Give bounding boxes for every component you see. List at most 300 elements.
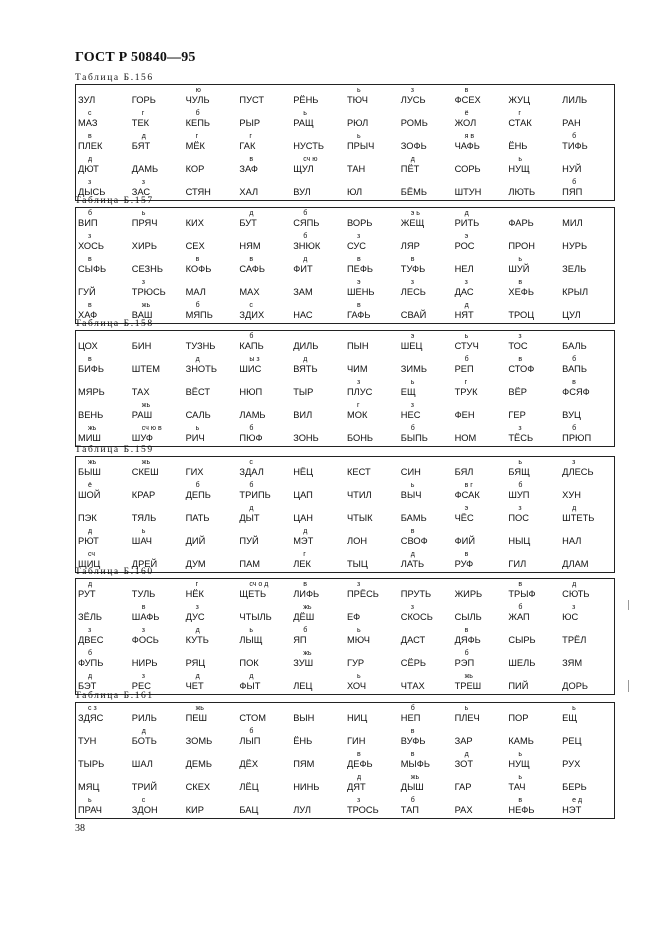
phonetic-mark: д xyxy=(195,673,200,680)
phonetic-mark: д xyxy=(464,302,469,309)
word-cell xyxy=(399,797,453,818)
word-text: ПРАЧ xyxy=(78,805,102,815)
word-cell xyxy=(76,797,130,818)
phonetic-mark: з xyxy=(141,179,146,186)
word-text: ВЕНЬ xyxy=(78,410,104,420)
phonetic-mark: ь xyxy=(518,256,523,263)
word-text: ПРЁСЬ xyxy=(346,589,379,599)
phonetic-mark: д xyxy=(249,210,254,217)
word-cell xyxy=(291,650,345,671)
table-row xyxy=(76,208,614,231)
word-cell xyxy=(399,482,453,503)
word-cell xyxy=(506,410,560,423)
word-text: ТЫРЬ xyxy=(78,759,105,769)
word-text: ЗДЯС xyxy=(78,713,104,723)
word-text: ХАФ xyxy=(78,310,98,320)
word-text: БЫПЬ xyxy=(400,433,428,443)
phonetic-mark: б xyxy=(464,356,469,363)
word-text: ТИФЬ xyxy=(562,141,588,151)
word-text: ЛУСЬ xyxy=(400,95,426,105)
word-text: ГОРЬ xyxy=(131,95,156,105)
word-text: НАС xyxy=(293,310,313,320)
word-cell xyxy=(453,233,507,254)
word-text: ШУЙ xyxy=(508,264,530,274)
table-row xyxy=(76,726,614,749)
word-cell xyxy=(130,627,184,648)
word-text: РЭП xyxy=(454,658,475,668)
word-text: ШУП xyxy=(508,490,530,500)
word-text: ЛИЛЬ xyxy=(562,95,588,105)
word-text: ВАПЬ xyxy=(562,364,587,374)
word-table xyxy=(75,330,615,447)
word-cell xyxy=(506,713,560,726)
word-cell xyxy=(345,87,399,108)
word-text: ДИЙ xyxy=(185,536,206,546)
word-text: ЗИМЬ xyxy=(400,364,427,374)
phonetic-mark: д xyxy=(356,774,362,781)
word-text: ТРЕШ xyxy=(454,681,482,691)
word-cell xyxy=(399,87,453,108)
word-text: ПОК xyxy=(239,658,259,668)
word-cell xyxy=(399,364,453,377)
word-text: ЗОТ xyxy=(454,759,473,769)
phonetic-mark: ь xyxy=(410,379,415,386)
phonetic-mark: з xyxy=(410,87,414,94)
word-cell xyxy=(560,581,614,602)
phonetic-mark: д xyxy=(141,133,146,140)
phonetic-mark: жь xyxy=(195,705,204,712)
word-cell xyxy=(560,164,614,177)
word-cell xyxy=(237,782,291,795)
word-cell xyxy=(76,705,130,726)
word-cell xyxy=(184,133,238,154)
word-cell xyxy=(291,356,345,377)
phonetic-mark: в xyxy=(464,87,469,94)
word-cell xyxy=(453,87,507,108)
word-text: РОС xyxy=(454,241,475,251)
word-cell xyxy=(345,797,399,818)
phonetic-mark: в xyxy=(410,256,415,263)
word-cell xyxy=(291,387,345,400)
word-text: ЛЮТЬ xyxy=(508,187,536,197)
word-cell xyxy=(453,589,507,602)
word-text: НУЙ xyxy=(562,164,582,174)
word-text: НЭТ xyxy=(562,805,582,815)
phonetic-mark: ь xyxy=(572,705,576,712)
word-text: ГУР xyxy=(346,658,365,668)
word-cell xyxy=(453,279,507,300)
word-text: РЁНЬ xyxy=(293,95,319,105)
word-text: ФИЙ xyxy=(454,536,476,546)
word-cell xyxy=(76,133,130,154)
word-text: ЖУЦ xyxy=(508,95,530,105)
phonetic-mark: д xyxy=(410,551,415,558)
word-cell xyxy=(453,505,507,526)
word-cell xyxy=(399,658,453,671)
phonetic-mark: жь xyxy=(464,673,473,680)
word-cell xyxy=(237,627,291,648)
word-cell xyxy=(399,156,453,177)
word-text: СТУЧ xyxy=(454,341,479,351)
word-cell xyxy=(76,387,130,400)
word-text: КАМЬ xyxy=(508,736,534,746)
phonetic-mark: з xyxy=(88,179,92,186)
word-text: СИН xyxy=(400,467,421,477)
word-cell xyxy=(76,650,130,671)
word-text: СОРЬ xyxy=(454,164,481,174)
word-text: КУТЬ xyxy=(185,635,209,645)
table-row xyxy=(76,749,614,772)
phonetic-mark: д xyxy=(249,505,254,512)
word-cell xyxy=(506,736,560,749)
phonetic-mark: ь xyxy=(518,774,523,781)
word-cell xyxy=(399,402,453,423)
word-text: ЗОФЬ xyxy=(400,141,427,151)
word-cell xyxy=(76,110,130,131)
word-text: ПРУТЬ xyxy=(400,589,432,599)
phonetic-mark: в xyxy=(195,256,200,263)
word-cell xyxy=(130,341,184,354)
word-text: МЫФЬ xyxy=(400,759,430,769)
phonetic-mark: д xyxy=(572,581,577,588)
word-text: САЛЬ xyxy=(185,410,211,420)
word-cell xyxy=(291,156,345,177)
phonetic-mark: с xyxy=(249,302,253,309)
word-cell xyxy=(130,279,184,300)
word-cell xyxy=(237,95,291,108)
word-text: ВИП xyxy=(78,218,98,228)
table-row xyxy=(76,354,614,377)
word-cell xyxy=(560,604,614,625)
phonetic-mark: в xyxy=(518,356,523,363)
word-text: ЗЁЛЬ xyxy=(78,612,103,622)
word-text: СТОМ xyxy=(239,713,267,723)
word-text: ШИС xyxy=(239,364,262,374)
phonetic-mark: ь xyxy=(356,87,361,94)
word-text: ШТЕМ xyxy=(131,364,160,374)
phonetic-mark: б xyxy=(195,482,200,489)
word-text: МАЗ xyxy=(78,118,98,128)
phonetic-mark: д xyxy=(195,356,200,363)
word-cell xyxy=(399,141,453,154)
word-text: ЛАТЬ xyxy=(400,559,425,569)
phonetic-mark: жь xyxy=(410,774,420,781)
phonetic-mark: д xyxy=(88,673,93,680)
word-table xyxy=(75,702,615,819)
word-text: СЫРЬ xyxy=(508,635,536,645)
word-text: ЦУЛ xyxy=(562,310,581,320)
phonetic-mark: г xyxy=(356,402,360,409)
word-text: ГИЛ xyxy=(508,559,527,569)
word-cell xyxy=(76,528,130,549)
word-cell xyxy=(184,759,238,772)
word-cell xyxy=(291,528,345,549)
word-cell xyxy=(184,287,238,300)
phonetic-mark: б xyxy=(195,110,200,117)
word-cell xyxy=(184,356,238,377)
word-text: ТРЮСЬ xyxy=(131,287,166,297)
word-text: ЛЕСЬ xyxy=(400,287,426,297)
word-text: ШАЛ xyxy=(131,759,153,769)
word-text: ЛЕЦ xyxy=(293,681,313,691)
word-text: ЗАМ xyxy=(293,287,313,297)
word-text: ЛЁЦ xyxy=(239,782,259,792)
word-text: ЛИФЬ xyxy=(293,589,320,599)
word-cell xyxy=(130,133,184,154)
word-text: БЭТ xyxy=(78,681,97,691)
word-cell xyxy=(76,612,130,625)
table-row xyxy=(76,377,614,400)
word-text: БОТЬ xyxy=(131,736,157,746)
word-cell xyxy=(76,233,130,254)
word-cell xyxy=(560,218,614,231)
word-text: ЩИЦ xyxy=(78,559,101,569)
word-text: МАХ xyxy=(239,287,260,297)
word-text: ПЁТ xyxy=(400,164,420,174)
word-text: РАШ xyxy=(131,410,153,420)
phonetic-mark: ь xyxy=(303,110,307,117)
word-text: МИЛ xyxy=(562,218,583,228)
phonetic-mark: б xyxy=(410,797,415,804)
phonetic-mark: б xyxy=(303,210,308,217)
word-text: ШТЕТЬ xyxy=(562,513,595,523)
word-text: ДЕПЬ xyxy=(185,490,211,500)
phonetic-mark: в xyxy=(410,728,415,735)
word-cell xyxy=(506,141,560,154)
word-text: ФАРЬ xyxy=(508,218,534,228)
word-cell xyxy=(506,279,560,300)
word-cell xyxy=(291,782,345,795)
word-text: МИШ xyxy=(78,433,101,443)
phonetic-mark: з xyxy=(410,279,414,286)
word-text: ПЛЕЧ xyxy=(454,713,480,723)
word-text: НЯТ xyxy=(454,310,474,320)
table-row xyxy=(76,154,614,177)
phonetic-mark: ь xyxy=(195,425,200,432)
word-text: ДРЕЙ xyxy=(131,559,158,569)
word-text: КРАР xyxy=(131,490,156,500)
phonetic-mark: ь xyxy=(141,210,146,217)
word-text: ГАФЬ xyxy=(346,310,371,320)
word-text: ЛАМЬ xyxy=(239,410,266,420)
word-text: СВАЙ xyxy=(400,310,427,320)
word-text: НУЩ xyxy=(508,164,530,174)
phonetic-mark: ь xyxy=(518,156,523,163)
word-text: ДЯФЬ xyxy=(454,635,481,645)
word-cell xyxy=(184,705,238,726)
word-cell xyxy=(76,210,130,231)
word-text: ВЁСТ xyxy=(185,387,211,397)
word-text: ПЛУС xyxy=(346,387,373,397)
word-cell xyxy=(237,210,291,231)
word-text: РИЧ xyxy=(185,433,205,443)
word-text: ДАС xyxy=(454,287,474,297)
word-text: БИН xyxy=(131,341,152,351)
word-table-section xyxy=(75,318,615,447)
word-text: ПЯМ xyxy=(293,759,315,769)
word-text: БЯЩ xyxy=(508,467,530,477)
word-cell xyxy=(506,387,560,400)
word-cell xyxy=(345,133,399,154)
phonetic-mark: ь xyxy=(356,133,361,140)
word-text: ЕФ xyxy=(346,612,361,622)
phonetic-mark: з xyxy=(356,581,361,588)
phonetic-mark: б xyxy=(195,302,200,309)
word-cell xyxy=(291,759,345,772)
word-cell xyxy=(345,627,399,648)
table-row xyxy=(76,625,614,648)
table-row xyxy=(76,772,614,795)
table-row xyxy=(76,526,614,549)
table-title: Таблица Б.158 xyxy=(75,319,154,329)
phonetic-mark: в xyxy=(356,302,361,309)
word-cell xyxy=(399,774,453,795)
word-text: СЮТЬ xyxy=(562,589,590,599)
word-text: ПЭК xyxy=(78,513,97,523)
word-text: ДЕФЬ xyxy=(346,759,373,769)
word-cell xyxy=(237,759,291,772)
word-table-section xyxy=(75,195,615,324)
word-text: ДЕМЬ xyxy=(185,759,212,769)
phonetic-mark: з xyxy=(572,604,576,611)
word-text: ЗУЛ xyxy=(78,95,96,105)
word-cell xyxy=(237,459,291,480)
phonetic-mark: в г xyxy=(464,482,473,489)
word-cell xyxy=(130,387,184,400)
word-text: ДЁШ xyxy=(293,612,315,622)
word-cell xyxy=(291,467,345,480)
word-cell xyxy=(506,333,560,354)
table-row xyxy=(76,400,614,423)
word-text: ФСЯФ xyxy=(562,387,590,397)
word-cell xyxy=(237,241,291,254)
word-text: НЕФЬ xyxy=(508,805,535,815)
word-text: СТЯН xyxy=(185,187,211,197)
phonetic-mark: д xyxy=(464,210,469,217)
word-text: ЛЕК xyxy=(293,559,311,569)
phonetic-mark: г xyxy=(464,379,468,386)
phonetic-mark: з xyxy=(410,402,414,409)
phonetic-mark: д xyxy=(303,356,308,363)
word-text: ЧУЛЬ xyxy=(185,95,210,105)
phonetic-mark: з xyxy=(518,333,522,340)
phonetic-mark: я в xyxy=(464,133,475,140)
word-cell xyxy=(237,505,291,526)
phonetic-mark: в xyxy=(356,256,361,263)
word-cell xyxy=(399,528,453,549)
word-text: ЗДОН xyxy=(131,805,158,815)
word-text: ПЫН xyxy=(346,341,369,351)
word-text: РУХ xyxy=(562,759,581,769)
word-cell xyxy=(345,467,399,480)
word-cell xyxy=(345,751,399,772)
word-cell xyxy=(506,482,560,503)
word-cell xyxy=(76,95,130,108)
word-cell xyxy=(560,505,614,526)
word-cell xyxy=(453,805,507,818)
word-cell xyxy=(237,256,291,277)
word-text: ПЛЕК xyxy=(78,141,103,151)
word-cell xyxy=(184,387,238,400)
word-table xyxy=(75,456,615,573)
phonetic-mark: в xyxy=(464,551,469,558)
phonetic-mark: в xyxy=(88,302,92,309)
word-text: ТЁСЬ xyxy=(508,433,534,443)
phonetic-mark: б xyxy=(572,179,577,186)
word-cell xyxy=(560,118,614,131)
word-text: НУРЬ xyxy=(562,241,588,251)
word-cell xyxy=(453,333,507,354)
word-cell xyxy=(291,110,345,131)
word-text: ДУМ xyxy=(185,559,206,569)
phonetic-mark: д xyxy=(410,156,415,163)
phonetic-mark: сч ю в xyxy=(141,425,162,432)
word-text: ВУЛ xyxy=(293,187,311,197)
word-text: БАМЬ xyxy=(400,513,427,523)
word-cell xyxy=(184,87,238,108)
word-cell xyxy=(560,490,614,503)
word-cell xyxy=(345,736,399,749)
word-cell xyxy=(560,341,614,354)
word-cell xyxy=(237,658,291,671)
word-text: МОК xyxy=(346,410,368,420)
word-cell xyxy=(291,581,345,602)
word-cell xyxy=(237,728,291,749)
phonetic-mark: з xyxy=(464,279,468,286)
word-text: РЕП xyxy=(454,364,474,374)
word-text: ПОС xyxy=(508,513,530,523)
word-cell xyxy=(184,218,238,231)
word-text: ЗАР xyxy=(454,736,473,746)
word-text: ТЮЧ xyxy=(346,95,368,105)
word-cell xyxy=(345,658,399,671)
word-text: НЯМ xyxy=(239,241,261,251)
word-text: ЗНОТЬ xyxy=(185,364,217,374)
word-text: РЮЛ xyxy=(346,118,369,128)
word-text: ТРЁЛ xyxy=(562,635,587,645)
table-title: Таблица Б.157 xyxy=(75,196,154,206)
word-cell xyxy=(345,218,399,231)
word-text: ТРИЙ xyxy=(131,782,158,792)
word-text: ФЕН xyxy=(454,410,475,420)
word-cell xyxy=(291,287,345,300)
word-cell xyxy=(345,118,399,131)
word-text: КЕСТ xyxy=(346,467,371,477)
phonetic-mark: в xyxy=(88,256,92,263)
phonetic-mark: г xyxy=(303,551,306,558)
word-text: ДВЕС xyxy=(78,635,104,645)
word-text: ДЯТ xyxy=(346,782,366,792)
word-text: НАЛ xyxy=(562,536,582,546)
phonetic-mark: д xyxy=(249,673,254,680)
word-text: ЖОЛ xyxy=(454,118,477,128)
word-cell xyxy=(453,612,507,625)
phonetic-mark: б xyxy=(410,705,415,712)
word-text: ШЕЦ xyxy=(400,341,423,351)
word-text: ПЕФЬ xyxy=(346,264,374,274)
table-row xyxy=(76,423,614,446)
phonetic-mark: в xyxy=(518,581,523,588)
phonetic-mark: сч xyxy=(88,551,96,558)
word-cell xyxy=(560,536,614,549)
phonetic-mark: б xyxy=(518,482,523,489)
word-cell xyxy=(560,356,614,377)
word-text: ТРОСЬ xyxy=(346,805,379,815)
word-text: ЛОН xyxy=(346,536,368,546)
word-text: НЕЛ xyxy=(454,264,474,274)
phonetic-mark: в xyxy=(356,751,361,758)
word-cell xyxy=(399,379,453,400)
